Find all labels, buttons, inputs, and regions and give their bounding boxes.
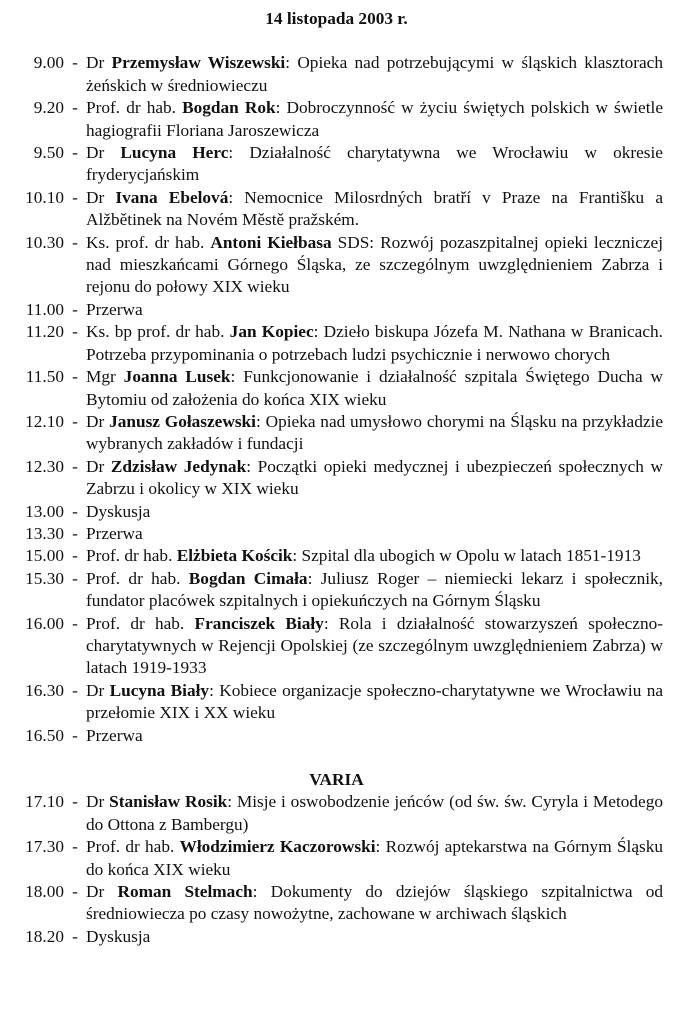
schedule-entry — [10, 366, 663, 411]
schedule-list-main — [10, 52, 663, 747]
entry-text — [86, 321, 663, 366]
schedule-entry — [10, 613, 663, 680]
entry-text — [86, 836, 663, 881]
talk-topic: : Szpital dla ubogich w Opolu w latach 1851-1913 — [292, 546, 641, 566]
talk-topic: : Funkcjonowanie i działalność szpitala Świętego Ducha w Bytomiu od założenia do końca XIX wieku — [86, 367, 663, 409]
entry-text — [86, 299, 663, 321]
speaker-name: Bogdan Rok — [182, 98, 276, 118]
speaker-title: Dr — [86, 411, 105, 431]
talk-topic: Przerwa — [86, 523, 143, 543]
schedule-entry — [10, 523, 663, 545]
speaker-title: Prof. dr hab. — [86, 568, 181, 588]
entry-dash: - — [72, 367, 78, 387]
talk-topic: : Opieka nad potrzebującymi w śląskich klasztorach żeńskich w średniowieczu — [86, 53, 663, 95]
entry-dash: - — [72, 837, 78, 857]
talk-topic: : Kobiece organizacje społeczno-charytatywne we Wrocławiu na przełomie XIX i XX wieku — [86, 680, 664, 723]
entry-dash: - — [72, 882, 78, 902]
entry-text — [86, 411, 663, 456]
entry-time: 15.00 — [25, 546, 64, 566]
entry-time: 12.30 — [25, 456, 64, 476]
schedule-entry — [10, 232, 663, 299]
schedule-entry — [10, 501, 663, 523]
entry-text — [86, 545, 663, 567]
entry-time: 9.50 — [33, 143, 64, 163]
schedule-entry — [10, 926, 663, 948]
schedule-entry — [10, 456, 663, 501]
entry-time: 9.00 — [33, 53, 64, 73]
talk-topic: : Działalność charytatywna we Wrocławiu w okresie fryderycjańskim — [86, 143, 663, 185]
talk-topic: Przerwa — [86, 725, 143, 745]
entry-dash: - — [72, 322, 78, 342]
talk-topic: : Misje i oswobodzenie jeńców (od św. św. Cyryla i Metodego do Ottona z Bambergu) — [86, 792, 663, 834]
speaker-name: Włodzimierz Kaczorowski — [179, 837, 376, 857]
entry-dash: - — [72, 926, 78, 946]
entry-time: 13.00 — [25, 501, 64, 521]
entry-time: 17.10 — [25, 792, 64, 812]
speaker-name: Roman Stelmach — [117, 882, 253, 902]
talk-topic: : Dokumenty do dziejów śląskiego szpitalnictwa od średniowiecza po czasy nowożytne, zachowane w archiwach śląskich — [86, 882, 664, 924]
entry-dash: - — [72, 299, 78, 319]
talk-topic: : Dzieło biskupa Józefa M. Nathana w Branicach. Potrzeba przypominania o potrzebach ludzi psychicznie i nerwowo chorych — [86, 322, 663, 364]
speaker-title: Dr — [86, 187, 105, 207]
entry-time: 18.00 — [25, 882, 64, 902]
entry-dash: - — [72, 546, 78, 566]
speaker-title: Dr — [86, 143, 105, 163]
talk-topic: : Nemocnice Milosrdných bratří v Praze na Františku a Alžbětinek na Novém Městě pražském. — [86, 187, 664, 230]
speaker-title: Dr — [86, 53, 105, 73]
entry-dash: - — [72, 143, 78, 163]
entry-time: 11.20 — [25, 322, 64, 342]
entry-time: 11.50 — [25, 367, 64, 387]
entry-text — [86, 791, 663, 836]
speaker-title: Prof. dr hab. — [86, 98, 176, 118]
talk-topic: : Początki opieki medycznej i ubezpieczeń społecznych w Zabrzu i okolicy w XIX wieku — [86, 456, 663, 499]
entry-dash: - — [72, 98, 78, 118]
speaker-name: Lucyna Biały — [109, 680, 210, 700]
speaker-name: Ivana Ebelová — [115, 187, 229, 207]
speaker-title: Mgr — [86, 367, 116, 387]
speaker-name: Przemysław Wiszewski — [111, 53, 286, 73]
entry-time: 10.10 — [25, 187, 64, 207]
schedule-entry — [10, 187, 663, 232]
entry-time: 16.00 — [25, 613, 64, 633]
entry-text — [86, 366, 663, 411]
entry-text — [86, 926, 663, 948]
speaker-title: Dr — [86, 792, 105, 812]
entry-time: 16.50 — [25, 725, 64, 745]
entry-time: 17.30 — [25, 837, 64, 857]
speaker-name: Jan Kopiec — [229, 322, 314, 342]
entry-text — [86, 881, 663, 926]
entry-dash: - — [72, 187, 78, 207]
schedule-entry — [10, 881, 663, 926]
entry-time: 13.30 — [25, 523, 64, 543]
schedule-list-varia — [10, 791, 663, 948]
schedule-entry — [10, 568, 663, 613]
speaker-title: Ks. prof. dr hab. — [86, 232, 205, 252]
talk-topic: SDS: Rozwój pozaszpitalnej opieki leczniczej nad mieszkańcami Górnego Śląska, ze szczególnym uwzględnieniem Zabrza i rejonu do połowy XIX wieku — [86, 232, 663, 297]
entry-text — [86, 680, 663, 725]
speaker-name: Stanisław Rosik — [109, 792, 228, 812]
entry-time: 15.30 — [25, 568, 64, 588]
entry-dash: - — [72, 680, 78, 700]
entry-dash: - — [72, 613, 78, 633]
speaker-name: Janusz Gołaszewski — [109, 411, 256, 431]
schedule-entry — [10, 791, 663, 836]
entry-time: 18.20 — [25, 926, 64, 946]
schedule-entry — [10, 545, 663, 567]
entry-time: 16.30 — [25, 680, 64, 700]
date-heading: 14 listopada 2003 r. — [265, 9, 408, 28]
schedule-entry — [10, 52, 663, 97]
entry-dash: - — [72, 53, 78, 73]
talk-topic: : Rozwój aptekarstwa na Górnym Śląsku do końca XIX wieku — [86, 837, 663, 879]
schedule-entry — [10, 321, 663, 366]
speaker-name: Franciszek Biały — [194, 613, 324, 633]
entry-dash: - — [72, 456, 78, 476]
speaker-name: Joanna Lusek — [123, 367, 231, 387]
speaker-name: Bogdan Cimała — [188, 568, 308, 588]
speaker-title: Prof. dr hab. — [86, 837, 175, 857]
entry-text — [86, 725, 663, 747]
entry-dash: - — [72, 568, 78, 588]
talk-topic: Dyskusja — [86, 926, 151, 946]
entry-time: 12.10 — [25, 411, 64, 431]
entry-text — [86, 97, 663, 142]
speaker-title: Prof. dr hab. — [86, 613, 185, 633]
entry-dash: - — [72, 501, 78, 521]
talk-topic: Dyskusja — [86, 501, 151, 521]
speaker-name: Elżbieta Kościk — [176, 546, 293, 566]
talk-topic: : Juliusz Roger – niemiecki lekarz i społecznik, fundator placówek szpitalnych i opiekuńczych na Górnym Śląsku — [86, 568, 664, 611]
schedule-entry — [10, 725, 663, 747]
schedule-entry — [10, 299, 663, 321]
speaker-name: Lucyna Herc — [120, 143, 229, 163]
speaker-title: Ks. bp prof. dr hab. — [86, 322, 225, 342]
entry-text — [86, 568, 663, 613]
section-heading-varia: VARIA — [309, 770, 364, 789]
speaker-title: Prof. dr hab. — [86, 546, 173, 566]
entry-time: 10.30 — [25, 232, 64, 252]
speaker-name: Zdzisław Jedynak — [110, 456, 247, 476]
talk-topic: Przerwa — [86, 299, 143, 319]
entry-text — [86, 501, 663, 523]
entry-time: 11.00 — [25, 299, 64, 319]
schedule-entry — [10, 680, 663, 725]
entry-text — [86, 456, 663, 501]
entry-text — [86, 187, 663, 232]
talk-topic: : Dobroczynność w życiu świętych polskich w świetle hagiografii Floriana Jaroszewicza — [86, 98, 663, 140]
talk-topic: : Opieka nad umysłowo chorymi na Śląsku na przykładzie wybranych zakładów i fundacji — [86, 411, 663, 454]
speaker-title: Dr — [86, 882, 105, 902]
schedule-entry — [10, 836, 663, 881]
entry-text — [86, 232, 663, 299]
entry-dash: - — [72, 411, 78, 431]
schedule-entry — [10, 142, 663, 187]
entry-text — [86, 52, 663, 97]
entry-time: 9.20 — [33, 98, 64, 118]
speaker-name: Antoni Kiełbasa — [210, 232, 332, 252]
talk-topic: : Rola i działalność stowarzyszeń społeczno-charytatywnych w Rejencji Opolskiej (ze szczególnym uwzględnieniem Zabrza) w latach 1919-1933 — [86, 613, 664, 678]
schedule-entry — [10, 411, 663, 456]
entry-dash: - — [72, 792, 78, 812]
schedule-entry — [10, 97, 663, 142]
entry-text — [86, 613, 663, 680]
speaker-title: Dr — [86, 456, 105, 476]
speaker-title: Dr — [86, 680, 105, 700]
entry-text — [86, 142, 663, 187]
entry-text — [86, 523, 663, 545]
entry-dash: - — [72, 523, 78, 543]
entry-dash: - — [72, 725, 78, 745]
entry-dash: - — [72, 232, 78, 252]
